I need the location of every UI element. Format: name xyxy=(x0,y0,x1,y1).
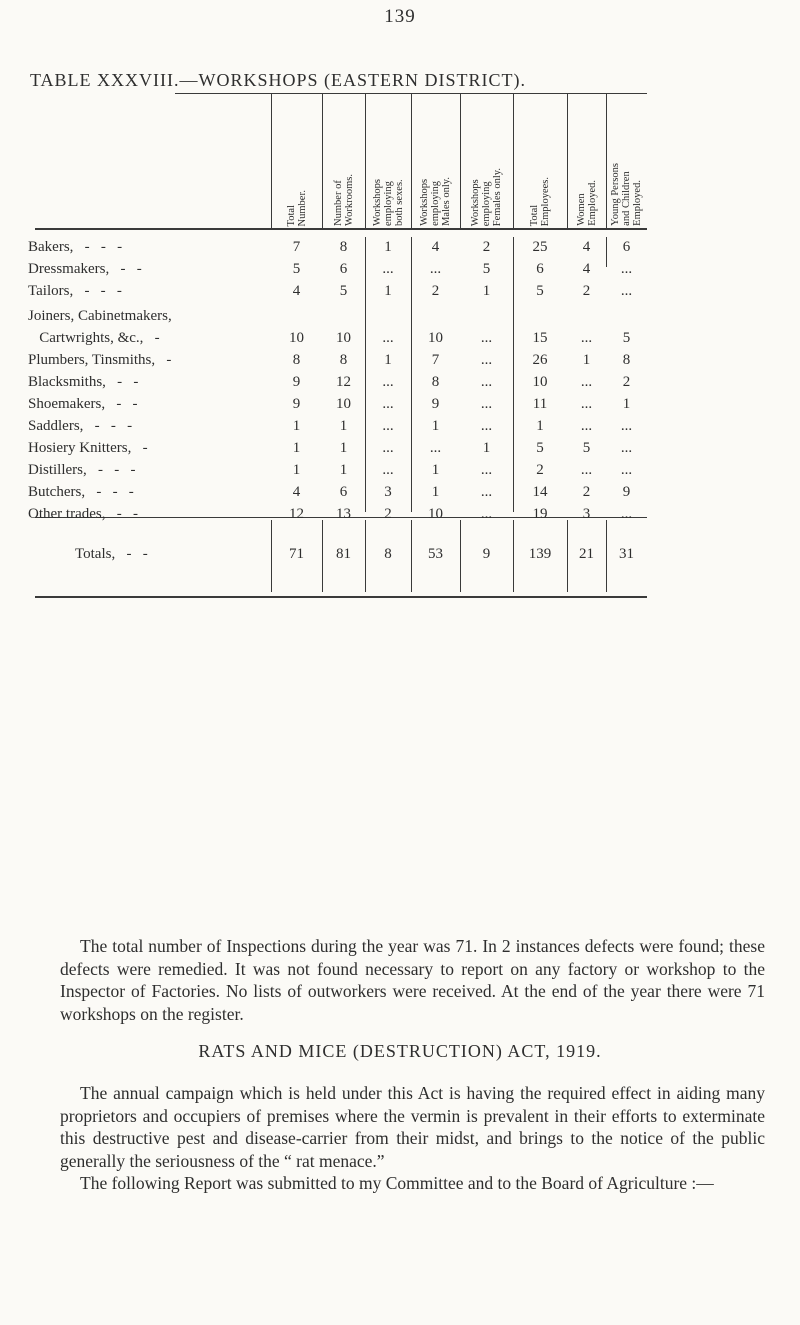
row-cell: 10 xyxy=(289,330,304,346)
row-cell: ... xyxy=(580,374,593,390)
row-cell: 2 xyxy=(482,239,491,255)
row-cell: 1 xyxy=(622,396,631,412)
row-cell: 1 xyxy=(339,440,348,456)
row-cell: 1 xyxy=(292,462,301,478)
row-cell: ... xyxy=(382,440,394,456)
row-cell: 8 xyxy=(339,239,348,255)
table-row xyxy=(0,395,800,417)
row-cell: 8 xyxy=(431,374,440,390)
column-header-total-employees: Total Employees. xyxy=(529,176,551,226)
row-cell: 4 xyxy=(582,261,591,277)
table-row xyxy=(0,505,800,527)
row-cell: ... xyxy=(429,261,442,277)
table-row xyxy=(0,260,800,282)
row-cell: 10 xyxy=(336,396,351,412)
row-cell: 2 xyxy=(582,283,591,299)
row-cell: 1 xyxy=(431,462,440,478)
row-cell: 1 xyxy=(482,283,491,299)
row-cell: 1 xyxy=(384,239,392,255)
row-cell: 1 xyxy=(384,352,392,368)
row-cell: 4 xyxy=(582,239,591,255)
table-row xyxy=(0,329,800,351)
row-cell: 11 xyxy=(532,396,548,412)
row-label: Cartwrights, &c., - xyxy=(28,330,160,346)
inspections-text: The total number of Inspections during the year was 71. In 2 instances defects were found; these defects were remedied. It was not found necessary to report on any factory or workshop to the Inspector of Factories. No lists of outworkers were received. At the end of the year there were 71 workshops on the register. xyxy=(60,936,765,1024)
row-cell: ... xyxy=(480,462,493,478)
row-cell: ... xyxy=(382,330,394,346)
row-label: Tailors, - - - xyxy=(28,283,122,299)
row-cell: 71 xyxy=(289,546,304,562)
row-cell: ... xyxy=(382,261,394,277)
table-row xyxy=(0,238,800,260)
row-label: Bakers, - - - xyxy=(28,239,123,255)
row-cell: 1 xyxy=(536,418,544,434)
row-cell: 6 xyxy=(622,239,631,255)
row-cell: ... xyxy=(580,330,593,346)
header-bottom-rule xyxy=(35,228,647,230)
row-cell: ... xyxy=(480,330,493,346)
row-cell: 9 xyxy=(622,484,631,500)
row-cell: 6 xyxy=(339,261,348,277)
row-cell: 12 xyxy=(289,506,304,522)
row-cell: 139 xyxy=(528,546,552,562)
row-label: Dressmakers, - - xyxy=(28,261,142,277)
row-cell: 2 xyxy=(622,374,631,390)
row-cell: 2 xyxy=(431,283,440,299)
row-cell: 10 xyxy=(532,374,548,390)
row-cell: 4 xyxy=(292,484,301,500)
row-cell: ... xyxy=(480,506,493,522)
row-label: Other trades, - - xyxy=(28,506,138,522)
row-cell: ... xyxy=(620,418,633,434)
row-cell: 5 xyxy=(482,261,491,277)
row-cell: 7 xyxy=(431,352,440,368)
row-cell: ... xyxy=(382,374,394,390)
row-cell: 53 xyxy=(428,546,443,562)
column-header-males-only: Workshops employing Males only. xyxy=(419,177,452,226)
row-cell: 5 xyxy=(582,440,591,456)
row-cell: ... xyxy=(480,418,493,434)
row-cell: 7 xyxy=(292,239,301,255)
row-cell: 4 xyxy=(292,283,301,299)
row-cell: 5 xyxy=(292,261,301,277)
row-cell: 10 xyxy=(428,506,443,522)
table-row xyxy=(0,483,800,505)
row-cell: 4 xyxy=(431,239,440,255)
row-cell: ... xyxy=(620,506,633,522)
row-cell: 26 xyxy=(532,352,548,368)
row-cell: 19 xyxy=(532,506,548,522)
column-header-young-persons: Young Persons and Children Employed. xyxy=(610,163,643,226)
row-label: Blacksmiths, - - xyxy=(28,374,139,390)
row-label: Totals, - - xyxy=(75,546,148,562)
row-cell: ... xyxy=(429,440,442,456)
row-cell: 1 xyxy=(384,283,392,299)
row-cell: ... xyxy=(580,462,593,478)
row-cell: ... xyxy=(480,396,493,412)
row-cell: ... xyxy=(580,418,593,434)
row-cell: 2 xyxy=(582,484,591,500)
table-row xyxy=(0,417,800,439)
column-header-workrooms: Number of Workrooms. xyxy=(332,174,355,226)
row-cell: 8 xyxy=(339,352,348,368)
row-cell: 1 xyxy=(339,462,348,478)
table-bottom-rule xyxy=(35,596,647,598)
row-cell: ... xyxy=(620,283,633,299)
row-cell: 3 xyxy=(582,506,591,522)
column-header-total-number: Total Number. xyxy=(285,189,308,226)
row-cell: 9 xyxy=(431,396,440,412)
row-label: Hosiery Knitters, - xyxy=(28,440,148,456)
row-label: Butchers, - - - xyxy=(28,484,134,500)
row-cell: 6 xyxy=(536,261,544,277)
row-cell: 25 xyxy=(532,239,548,255)
row-cell: 1 xyxy=(582,352,591,368)
rats-text-2: The following Report was submitted to my Committee and to the Board of Agriculture :— xyxy=(80,1173,714,1193)
row-label: Distillers, - - - xyxy=(28,462,136,478)
row-cell: 3 xyxy=(384,484,392,500)
column-header-women-employed: Women Employed. xyxy=(575,180,598,226)
row-cell: 8 xyxy=(622,352,631,368)
row-cell: 1 xyxy=(339,418,348,434)
row-label: Plumbers, Tinsmiths, - xyxy=(28,352,172,368)
totals-row xyxy=(0,545,800,567)
table-title: TABLE XXXVIII.—WORKSHOPS (EASTERN DISTRICT). xyxy=(30,70,527,90)
row-cell: ... xyxy=(480,484,493,500)
row-cell: 8 xyxy=(292,352,301,368)
row-cell: 1 xyxy=(292,440,301,456)
row-cell: ... xyxy=(580,396,593,412)
row-cell: 5 xyxy=(622,330,631,346)
row-cell: ... xyxy=(620,440,633,456)
row-cell: 8 xyxy=(384,546,392,562)
row-cell: 5 xyxy=(536,283,544,299)
row-cell: 5 xyxy=(339,283,348,299)
column-header-females-only: Workshops employing Females only. xyxy=(470,167,503,226)
row-cell: ... xyxy=(382,396,394,412)
table-row xyxy=(0,373,800,395)
row-cell: 21 xyxy=(579,546,594,562)
section-heading: RATS AND MICE (DESTRUCTION) ACT, 1919. xyxy=(198,1041,602,1061)
row-cell: 6 xyxy=(339,484,348,500)
row-label: Saddlers, - - - xyxy=(28,418,133,434)
rats-paragraph xyxy=(60,1082,765,1195)
table-row xyxy=(0,307,800,329)
row-label: Joiners, Cabinetmakers, xyxy=(28,308,172,324)
row-cell: 14 xyxy=(532,484,548,500)
row-cell: ... xyxy=(620,462,633,478)
table-row xyxy=(0,439,800,461)
table-row xyxy=(0,282,800,304)
row-cell: 9 xyxy=(482,546,491,562)
row-cell: ... xyxy=(480,352,493,368)
row-cell: 81 xyxy=(336,546,351,562)
row-cell: 9 xyxy=(292,374,301,390)
row-cell: 12 xyxy=(336,374,351,390)
rats-text-1: The annual campaign which is held under this Act is having the required effect in aiding many proprietors and occupiers of premises where the vermin is prevalent in their efforts to exterminate this destructive pest and disease-carrier from their midst, and brings to the notice of the public generally the seriousness of the “ rat menace.” xyxy=(60,1083,765,1171)
row-cell: 1 xyxy=(292,418,301,434)
row-cell: 5 xyxy=(536,440,544,456)
column-header-both-sexes: Workshops employing both sexes. xyxy=(371,179,405,226)
row-cell: 1 xyxy=(431,484,440,500)
table-row xyxy=(0,461,800,483)
row-cell: 31 xyxy=(619,546,634,562)
row-cell: ... xyxy=(382,462,394,478)
row-cell: ... xyxy=(382,418,394,434)
row-cell: 2 xyxy=(384,506,392,522)
row-cell: 10 xyxy=(428,330,443,346)
row-cell: 1 xyxy=(431,418,440,434)
inspections-paragraph xyxy=(60,935,765,1025)
row-cell: 15 xyxy=(532,330,548,346)
row-cell: 2 xyxy=(536,462,544,478)
table-row xyxy=(0,351,800,373)
row-cell: 9 xyxy=(292,396,301,412)
row-cell: 13 xyxy=(336,506,351,522)
row-cell: 10 xyxy=(336,330,351,346)
row-cell: 1 xyxy=(482,440,491,456)
row-cell: ... xyxy=(620,261,633,277)
row-cell: ... xyxy=(480,374,493,390)
page-number: 139 xyxy=(384,6,416,27)
row-label: Shoemakers, - - xyxy=(28,396,138,412)
